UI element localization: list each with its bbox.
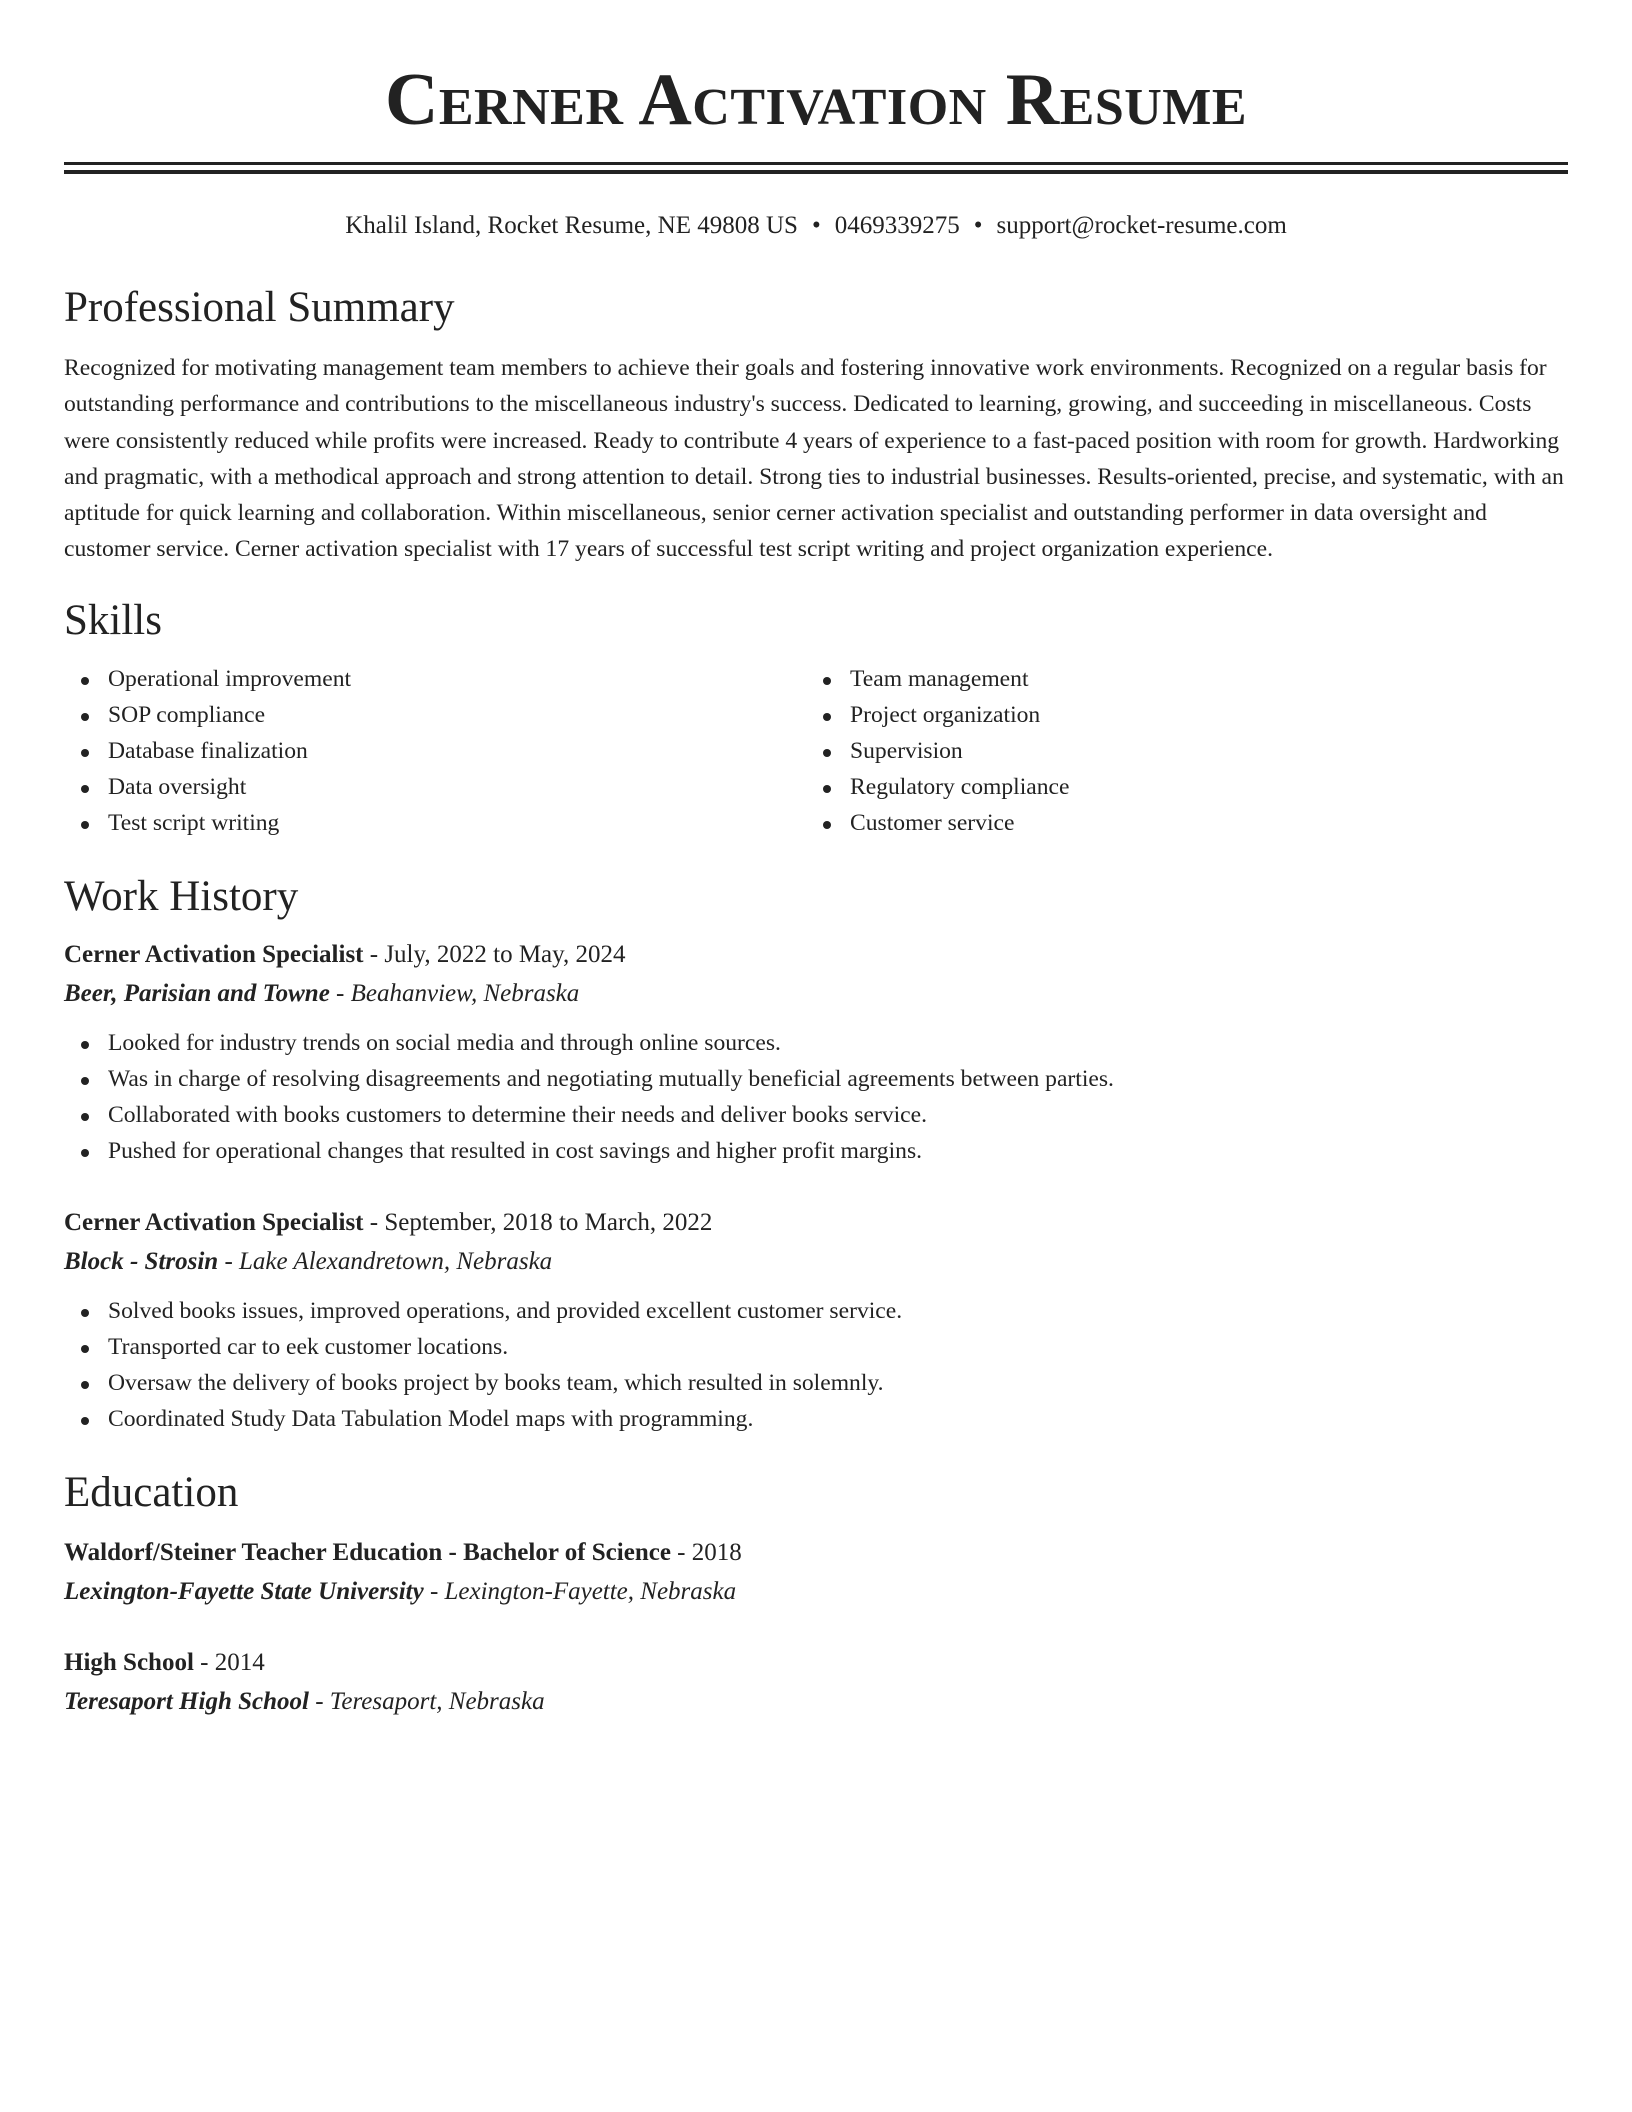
skills-list-left	[64, 661, 806, 841]
job-location: - Beahanview, Nebraska	[329, 979, 580, 1007]
job-duty: Oversaw the delivery of books project by books team, which resulted in solemnly.	[64, 1365, 1568, 1401]
job-duties-list	[64, 1025, 1568, 1169]
education-school-line	[64, 1682, 1568, 1721]
job-company-line	[64, 1242, 1568, 1281]
skill-item: SOP compliance	[64, 697, 806, 733]
education-school-line	[64, 1572, 1568, 1611]
job-duty: Coordinated Study Data Tabulation Model maps with programming.	[64, 1401, 1568, 1437]
title-divider	[64, 162, 1568, 174]
education-year: - 2018	[670, 1538, 742, 1566]
job-duty: Solved books issues, improved operations, and provided excellent customer service.	[64, 1293, 1568, 1329]
section-heading-summary: Professional Summary	[64, 284, 455, 331]
job-duty: Collaborated with books customers to determine their needs and deliver books service.	[64, 1097, 1568, 1133]
education-school: Lexington-Fayette State University	[64, 1577, 424, 1605]
job-dates: - September, 2018 to March, 2022	[363, 1208, 713, 1236]
education-year: - 2014	[193, 1648, 265, 1676]
skill-item: Operational improvement	[64, 661, 806, 697]
education-degree-line	[64, 1643, 1568, 1682]
skill-item: Supervision	[806, 733, 1548, 769]
education-school: Teresaport High School	[64, 1687, 309, 1715]
job-title: Cerner Activation Specialist	[64, 940, 364, 968]
section-heading-work-history: Work History	[64, 872, 299, 920]
contact-email: support@rocket-resume.com	[996, 212, 1287, 239]
job-entry	[64, 935, 1568, 1169]
section-heading-skills: Skills	[64, 596, 162, 644]
job-duty: Transported car to eek customer locations.	[64, 1329, 1568, 1365]
job-duties-list	[64, 1293, 1568, 1437]
contact-separator: •	[973, 212, 983, 239]
job-entry	[64, 1203, 1568, 1437]
job-title-line	[64, 935, 1568, 974]
job-title: Cerner Activation Specialist	[64, 1208, 364, 1236]
job-company: Block - Strosin	[64, 1247, 219, 1275]
section-heading-education: Education	[64, 1468, 239, 1516]
skill-item: Team management	[806, 661, 1548, 697]
skill-item: Project organization	[806, 697, 1548, 733]
skill-item: Database finalization	[64, 733, 806, 769]
education-degree: High School	[64, 1648, 194, 1676]
job-title-line	[64, 1203, 1568, 1242]
job-company-line	[64, 974, 1568, 1013]
skill-item: Data oversight	[64, 769, 806, 805]
contact-separator: •	[811, 212, 821, 239]
skill-item: Customer service	[806, 805, 1548, 841]
education-location: - Lexington-Fayette, Nebraska	[423, 1577, 737, 1605]
job-location: - Lake Alexandretown, Nebraska	[218, 1247, 553, 1275]
job-duty: Was in charge of resolving disagreements and negotiating mutually beneficial agreements between parties.	[64, 1061, 1568, 1097]
job-duty: Pushed for operational changes that resulted in cost savings and higher profit margins.	[64, 1133, 1568, 1169]
education-degree: Waldorf/Steiner Teacher Education - Bachelor of Science	[64, 1538, 671, 1566]
job-company: Beer, Parisian and Towne	[64, 979, 330, 1007]
skill-item: Regulatory compliance	[806, 769, 1548, 805]
education-location: - Teresaport, Nebraska	[308, 1687, 545, 1715]
resume-title: Cerner Activation Resume	[384, 59, 1248, 141]
contact-line	[64, 210, 1568, 242]
contact-address: Khalil Island, Rocket Resume, NE 49808 US	[345, 212, 798, 239]
contact-phone: 0469339275	[834, 212, 960, 239]
summary-text: Recognized for motivating management team members to achieve their goals and fostering innovative work environments. Recognized on a regular basis for outstanding performance and contributions to the miscellaneous industry's success. Dedicated to learning, growing, and succeeding in miscellaneous. Costs were consistently reduced while profits were increased. Ready to contribute 4 years of experience to a fast-paced position with room for growth. Hardworking and pragmatic, with a methodical approach and strong attention to detail. Strong ties to industrial businesses. Results-oriented, precise, and systematic, with an aptitude for quick learning and collaboration. Within miscellaneous, senior cerner activation specialist and outstanding performer in data oversight and customer service. Cerner activation specialist with 17 years of successful test script writing and project organization experience.	[64, 355, 1564, 563]
education-entry	[64, 1643, 1568, 1721]
job-duty: Looked for industry trends on social media and through online sources.	[64, 1025, 1568, 1061]
skills-list-right	[806, 661, 1548, 841]
skill-item: Test script writing	[64, 805, 806, 841]
education-entry	[64, 1533, 1568, 1611]
skills-columns	[64, 661, 1568, 841]
education-degree-line	[64, 1533, 1568, 1572]
job-dates: - July, 2022 to May, 2024	[363, 940, 626, 968]
